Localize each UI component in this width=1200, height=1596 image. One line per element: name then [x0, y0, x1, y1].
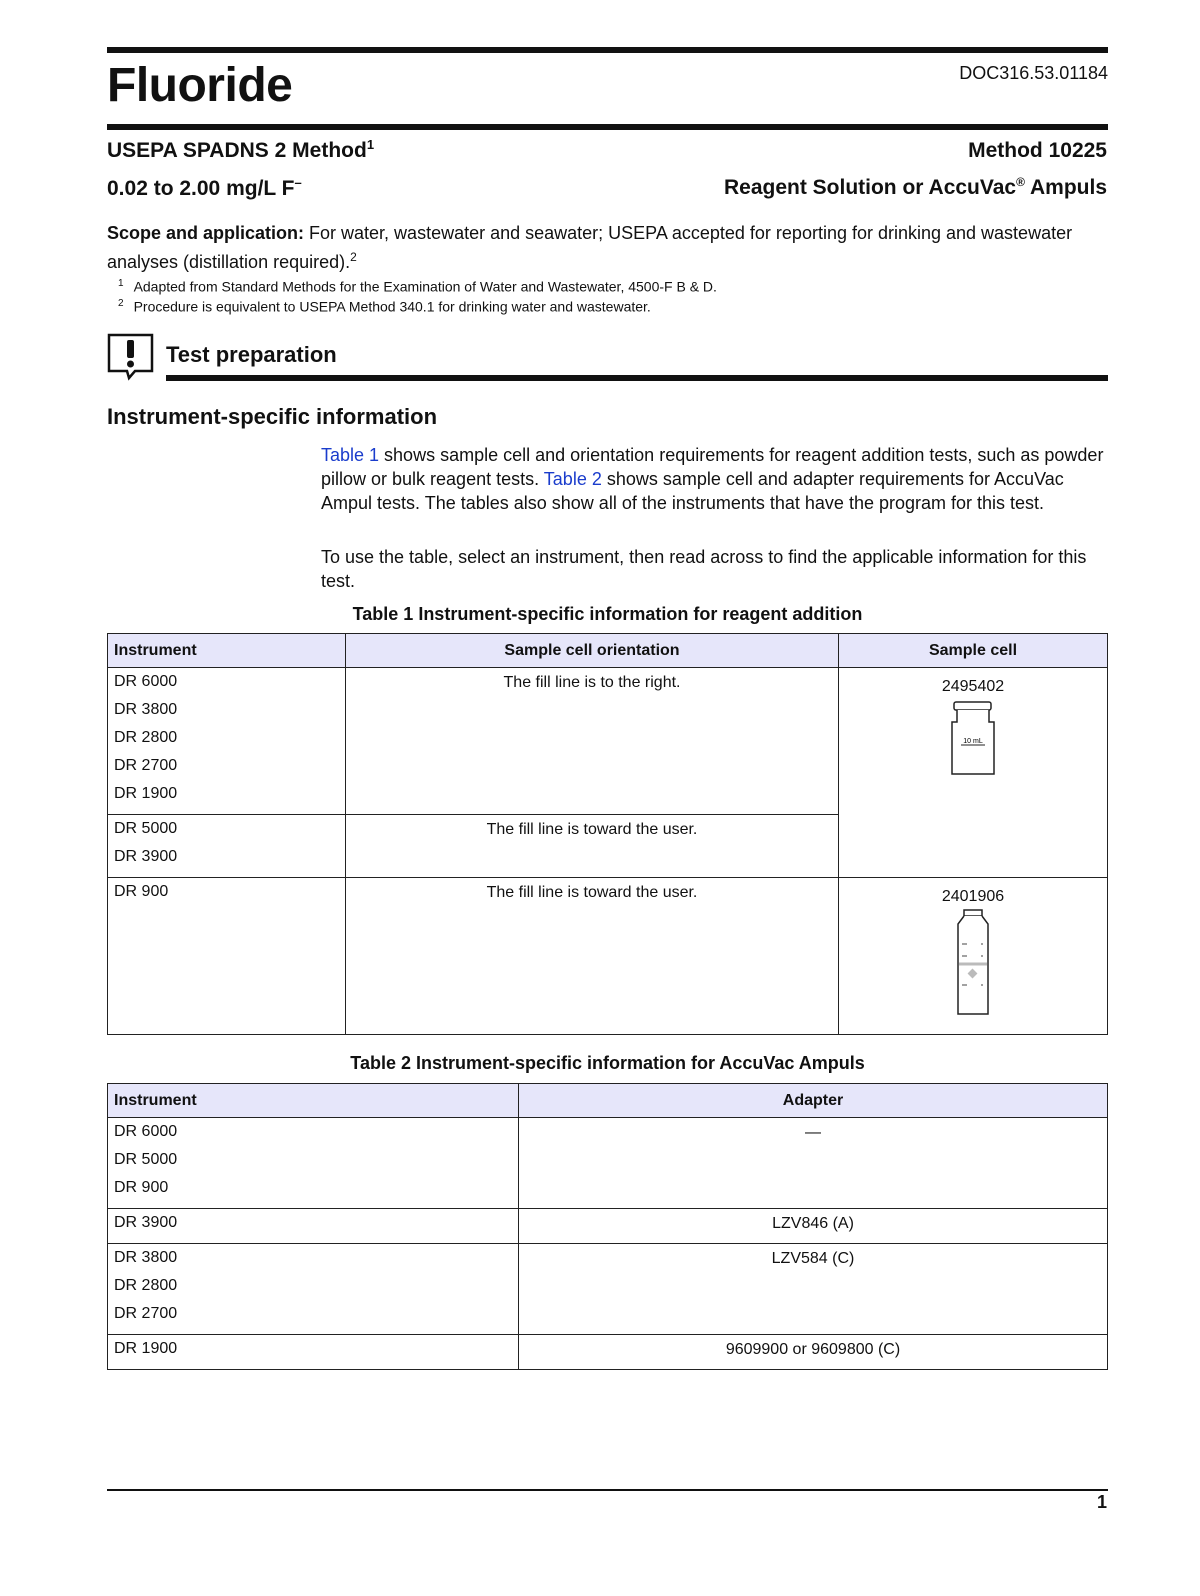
adapter: —: [519, 1118, 1108, 1209]
reagent-type: [724, 175, 1107, 200]
header-orientation: Sample cell orientation: [346, 634, 839, 668]
table-2: [107, 1083, 1108, 1370]
part-number: 2495402: [941, 678, 1005, 695]
instrument: DR 5000: [114, 1151, 178, 1168]
table-row: [108, 1118, 1108, 1209]
instrument: DR 900: [114, 883, 169, 900]
square-sample-cell-icon: [949, 700, 997, 780]
table-row: [108, 878, 1108, 1035]
registered-mark: ®: [1016, 175, 1025, 189]
instrument: DR 2800: [114, 729, 178, 746]
sample-cell: [839, 668, 1108, 878]
table-header: [108, 1084, 1108, 1118]
table-2-link[interactable]: Table 2: [543, 469, 602, 489]
instrument-list: [108, 815, 346, 878]
page-title: Fluoride: [107, 59, 293, 112]
section-title: Test preparation: [166, 342, 337, 367]
instrument: DR 2800: [114, 1277, 178, 1294]
header-adapter: Adapter: [519, 1084, 1108, 1118]
intro-paragraph: [321, 443, 1106, 515]
footer-rule: [107, 1489, 1108, 1491]
usage-paragraph: To use the table, select an instrument, then read across to find the applicable information for this test.: [321, 547, 1087, 591]
instrument-list: [108, 668, 346, 815]
instrument-list: [108, 1209, 519, 1244]
instrument: DR 3800: [114, 701, 178, 718]
instrument: DR 3800: [114, 1249, 178, 1266]
footnote-text: Procedure is equivalent to USEPA Method 340.1 for drinking water and wastewater.: [133, 298, 651, 315]
table-row: [108, 1244, 1108, 1335]
doc-id: DOC316.53.01184: [959, 63, 1108, 83]
sample-cell: [839, 878, 1108, 1035]
orientation: The fill line is toward the user.: [346, 815, 839, 878]
orientation: The fill line is toward the user.: [346, 878, 839, 1035]
instrument: DR 6000: [114, 1123, 178, 1140]
page-number: 1: [1096, 1492, 1107, 1512]
footnote-ref: 2: [350, 250, 357, 264]
round-sample-cell-icon: [955, 908, 991, 1018]
instrument: DR 1900: [114, 785, 178, 802]
instrument: DR 900: [114, 1179, 169, 1196]
instrument: DR 3900: [114, 848, 178, 865]
subsection-title: Instrument-specific information: [107, 404, 438, 429]
header-rule: [107, 124, 1108, 130]
text: shows sample cell and orientation requirements for reagent addition tests, such as powder pillow or bulk reagent tests.: [321, 445, 1104, 489]
footnote-2: [118, 298, 651, 315]
method-name: [107, 137, 374, 163]
range-text: 0.02 to 2.00 mg/L F: [107, 177, 295, 200]
header-sample-cell: Sample cell: [839, 634, 1108, 668]
table-row: [108, 1209, 1108, 1244]
instrument-list: [108, 1118, 519, 1209]
orientation: The fill line is to the right.: [346, 668, 839, 815]
footnote-ref: 1: [366, 137, 375, 152]
instrument: DR 1900: [114, 1340, 178, 1357]
table-row: [108, 668, 1108, 815]
instrument: DR 6000: [114, 673, 178, 690]
header-instrument: Instrument: [108, 1084, 519, 1118]
adapter: LZV846 (A): [519, 1209, 1108, 1244]
instrument-list: [108, 1244, 519, 1335]
instrument: DR 3900: [114, 1214, 178, 1231]
table-row: [108, 1335, 1108, 1370]
instrument: DR 5000: [114, 820, 178, 837]
scope-text: For water, wastewater and seawater; USEPA accepted for reporting for drinking and wastewater analyses (distillation required).: [107, 223, 1073, 272]
scope-and-application: [107, 221, 1097, 274]
table-1: [107, 633, 1108, 1035]
caution-icon: [107, 333, 155, 381]
table-2-caption: Table 2 Instrument-specific information for AccuVac Ampuls: [350, 1053, 865, 1073]
fill-label: 10 mL: [963, 738, 983, 745]
top-rule: [107, 47, 1108, 53]
adapter: LZV584 (C): [519, 1244, 1108, 1335]
header-instrument: Instrument: [108, 634, 346, 668]
section-rule: [166, 375, 1108, 381]
range: [107, 175, 302, 201]
adapter: 9609900 or 9609800 (C): [519, 1335, 1108, 1370]
table-header: [108, 634, 1108, 668]
part-number: 2401906: [941, 888, 1005, 905]
scope-label: Scope and application:: [107, 223, 305, 243]
footnote-number: 1: [118, 278, 124, 289]
footnote-number: 2: [118, 298, 124, 309]
instrument: DR 2700: [114, 757, 178, 774]
reagent-text-b: Ampuls: [1024, 176, 1107, 199]
range-charge: –: [294, 175, 302, 190]
instrument: DR 2700: [114, 1305, 178, 1322]
table-1-caption: Table 1 Instrument-specific information for reagent addition: [352, 604, 863, 624]
text: shows sample cell and adapter requirements for AccuVac Ampul tests. The tables also show all of the instruments that have the program for this test.: [321, 469, 1064, 513]
method-number: Method 10225: [968, 139, 1107, 162]
footnote-text: Adapted from Standard Methods for the Examination of Water and Wastewater, 4500-F B & D.: [133, 278, 717, 295]
reagent-text: Reagent Solution or AccuVac: [723, 176, 1017, 199]
table-1-link[interactable]: Table 1: [321, 445, 380, 465]
method-name-text: USEPA SPADNS 2 Method: [107, 139, 367, 162]
instrument-list: [108, 1335, 519, 1370]
instrument-list: [108, 878, 346, 1035]
footnote-1: [118, 278, 717, 295]
